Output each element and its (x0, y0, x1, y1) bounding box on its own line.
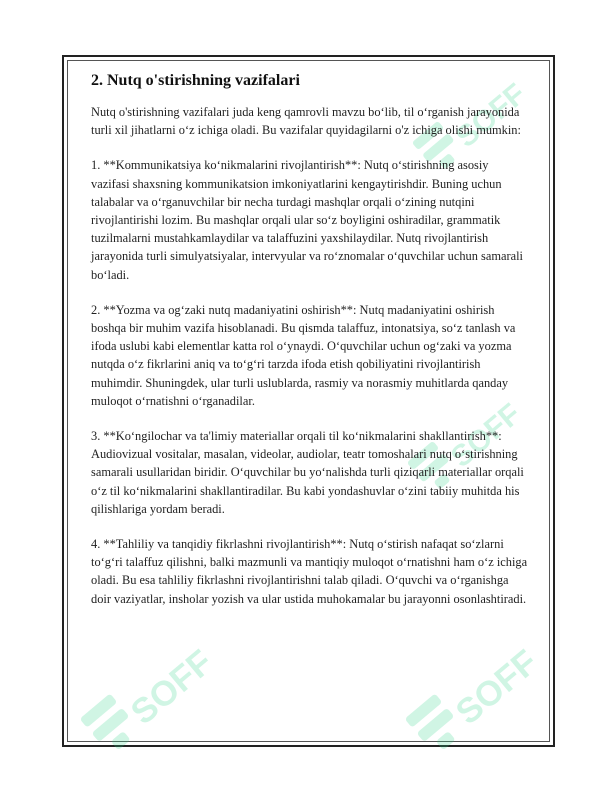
paragraph-2: 2. **Yozma va og‘zaki nutq madaniyatini oshirish**: Nutq madaniyatini oshirish boshqa bir muhim vazifa hisoblanadi. Bu qismda talaffuz, intonatsiya, so‘z tanlash va ifoda uslubi kabi elementlar katta rol o‘ynaydi. O‘quvchilar uchun og‘zaki va yozma nutqda o‘z fikrlarini aniq va to‘g‘ri tarzda ifoda etish qobiliyatini rivojlantirish muhimdir. Shuningdek, ular turli uslublarda, rasmiy va norasmiy muhitlarda qanday muloqot o‘rnatishni o‘rganadilar. (91, 302, 516, 408)
paragraph-3: 3. **Ko‘ngilochar va ta'limiy materiallar orqali til ko‘nikmalarini shakllantirish**: Audiovizual vositalar, masalan, videolar, audiolar, teatr tomoshalari nutq o‘stirishning samarali usullaridan biridir. O‘quvchilar bu yo‘nalishda turli qiziqarli materiallar orqali o‘z til ko‘nikmalarini shakllantiradilar. Bu kabi yondashuvlar o‘zini tabiiy muhitda his qilishlariga yordam beradi. (91, 429, 524, 516)
paragraph-1: 1. **Kommunikatsiya ko‘nikmalarini rivojlantirish**: Nutq o‘stirishning asosiy vazifasi shaxsning kommunikatsion imkoniyatlarini kengaytirishdir. Buning uchun talabalar va o‘rganuvchilar bir necha turdagi mashqlar orqali o‘zining nutqini rivojlantirishi lozim. Bu mashqlar orqali ular so‘z boyligini oshiradilar, grammatik tuzilmalarni mustahkamlaydilar va talaffuzini yaxshilaydilar. Nutq rivojlantirish jarayonida turli simulyatsiyalar, intervyular va ro‘znomalar o‘quvchilar uchun samarali bo‘ladi. (91, 158, 523, 282)
watermark-text: SOFF (444, 397, 528, 475)
intro-paragraph: Nutq o'stirishning vazifalari juda keng qamrovli mavzu bo‘lib, til o‘rganish jarayonida turli xil jihatlarni o‘z ichiga oladi. Bu vazifalar quyidagilarni o'z ichiga olishi mumkin: (91, 105, 521, 138)
watermark-text: SOFF (449, 77, 533, 155)
watermark-text: SOFF (123, 642, 221, 733)
document-body (91, 72, 528, 625)
paragraph-4: 4. **Tahliliy va tanqidiy fikrlashni rivojlantirish**: Nutq o‘stirish nafaqat so‘zlarni to‘g‘ri talaffuz qilishni, balki mazmunli va mantiqiy muloqot o‘rnatishni ham o‘z ichiga oladi. Bu esa tahliliy fikrlashni rivojlantirishni talab qiladi. O‘quvchi va o‘rganishga doir vaziyatlar, insholar yozish va ular ustida muhokamalar bu jarayonni osonlashtiradi. (91, 537, 528, 606)
section-title: 2. Nutq o'stirishning vazifalari (91, 72, 300, 89)
watermark-text: SOFF (448, 642, 546, 733)
